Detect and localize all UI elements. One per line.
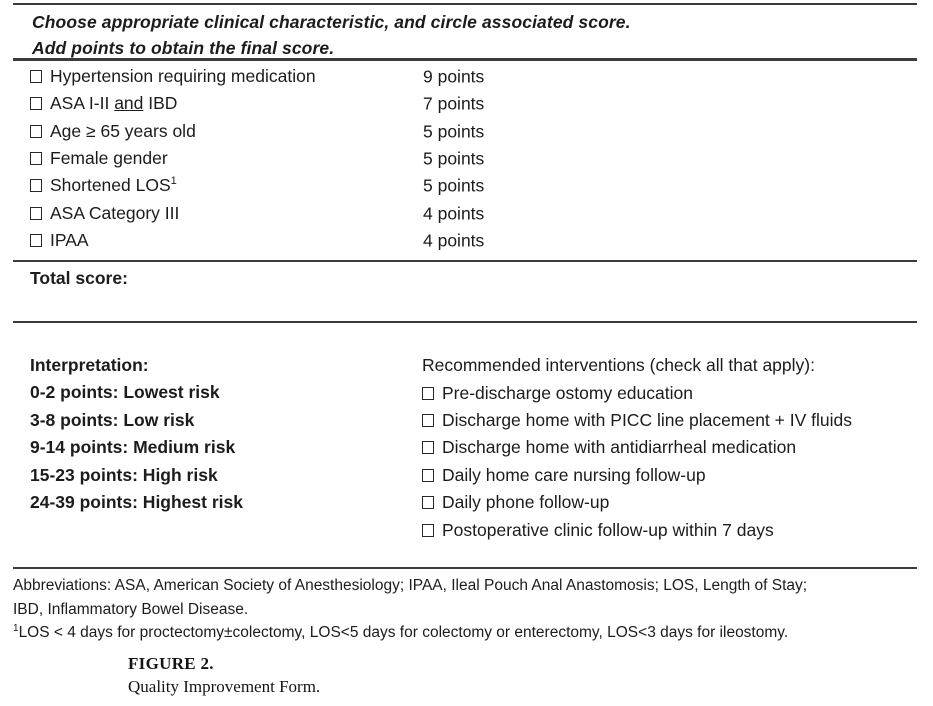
checkbox-icon xyxy=(422,496,434,509)
checkbox-icon xyxy=(422,441,434,454)
criterion-label: Hypertension requiring medication xyxy=(50,66,316,86)
figure-caption-title: Quality Improvement Form. xyxy=(128,677,321,696)
checkbox-icon xyxy=(422,414,434,427)
instruction-line-1: Choose appropriate clinical characteristic, and circle associated score. xyxy=(32,12,631,32)
interpretation-row: 0-2 points: Lowest risk xyxy=(30,382,220,403)
intervention-label: Pre-discharge ostomy education xyxy=(442,382,693,403)
form-instructions xyxy=(32,9,631,61)
interpretation-section xyxy=(30,352,243,516)
criterion-row-age xyxy=(30,118,910,145)
intervention-row xyxy=(422,489,852,516)
criterion-row-ipaa xyxy=(30,227,910,254)
criterion-row-asa-iii xyxy=(30,200,910,227)
divider-footnotes xyxy=(13,567,917,569)
criterion-row-female-gender xyxy=(30,145,910,172)
criterion-points: 5 points xyxy=(423,121,485,141)
divider-below-total xyxy=(13,321,917,323)
abbreviations-line-1: Abbreviations: ASA, American Society of Anesthesiology; IPAA, Ileal Pouch Anal Anastomosis; LOS, Length of Stay; xyxy=(13,577,808,594)
intervention-row xyxy=(422,434,852,461)
criterion-points: 5 points xyxy=(423,175,485,195)
instruction-line-2: Add points to obtain the final score. xyxy=(32,38,335,58)
criterion-points: 9 points xyxy=(423,66,485,86)
footnotes-section xyxy=(13,574,923,645)
figure-caption-label: FIGURE 2. xyxy=(128,654,214,673)
interpretation-row: 15-23 points: High risk xyxy=(30,464,218,485)
checkbox-icon xyxy=(30,152,42,165)
interpretation-heading: Interpretation: xyxy=(30,355,149,375)
criterion-label: Female gender xyxy=(50,148,168,168)
criterion-points: 5 points xyxy=(423,148,485,168)
checkbox-icon xyxy=(422,387,434,400)
checkbox-icon xyxy=(422,469,434,482)
intervention-label: Discharge home with PICC line placement + IV fluids xyxy=(442,409,852,430)
checkbox-icon xyxy=(30,70,42,83)
checkbox-icon xyxy=(30,179,42,192)
interpretation-row: 24-39 points: Highest risk xyxy=(30,492,243,513)
criterion-row-asa-ibd xyxy=(30,90,910,117)
criterion-label: ASA I-II and IBD xyxy=(50,93,178,113)
criterion-points: 4 points xyxy=(423,203,485,223)
intervention-label: Daily home care nursing follow-up xyxy=(442,464,706,485)
checkbox-icon xyxy=(422,524,434,537)
criterion-label: ASA Category III xyxy=(50,203,180,223)
criterion-row-shortened-los xyxy=(30,172,910,199)
intervention-row xyxy=(422,407,852,434)
total-score-label: Total score: xyxy=(30,268,128,288)
checkbox-icon xyxy=(30,97,42,110)
footnote-marker: 1 xyxy=(13,623,19,635)
intervention-row xyxy=(422,462,852,489)
checkbox-icon xyxy=(30,125,42,138)
divider-header xyxy=(13,58,917,61)
interpretation-row: 9-14 points: Medium risk xyxy=(30,437,236,458)
intervention-label: Postoperative clinic follow-up within 7 days xyxy=(442,519,774,540)
intervention-label: Discharge home with antidiarrheal medication xyxy=(442,437,797,458)
interpretation-row: 3-8 points: Low risk xyxy=(30,409,195,430)
checkbox-icon xyxy=(30,234,42,247)
checkbox-icon xyxy=(30,207,42,220)
divider-above-total xyxy=(13,260,917,262)
criterion-row-hypertension xyxy=(30,63,910,90)
criterion-label: Age ≥ 65 years old xyxy=(50,121,196,141)
abbreviations-line-2: IBD, Inflammatory Bowel Disease. xyxy=(13,600,249,618)
criterion-points: 4 points xyxy=(423,230,485,250)
interventions-section xyxy=(422,352,852,544)
criterion-label: Shortened LOS$^1$ xyxy=(50,175,177,195)
criterion-label: IPAA xyxy=(50,230,89,250)
los-footnote: $^1$LOS < 4 days for proctectomy±colectomy, LOS<5 days for colectomy or enterectomy, LOS<3 days for ileostomy. xyxy=(13,623,789,642)
interventions-heading: Recommended interventions (check all that apply): xyxy=(422,355,815,376)
criterion-points: 7 points xyxy=(423,93,485,113)
divider-top xyxy=(13,3,917,5)
intervention-row xyxy=(422,379,852,406)
footnote-marker: 1 xyxy=(170,175,177,188)
intervention-row xyxy=(422,516,852,543)
figure-caption xyxy=(128,652,320,698)
intervention-label: Daily phone follow-up xyxy=(442,492,610,513)
